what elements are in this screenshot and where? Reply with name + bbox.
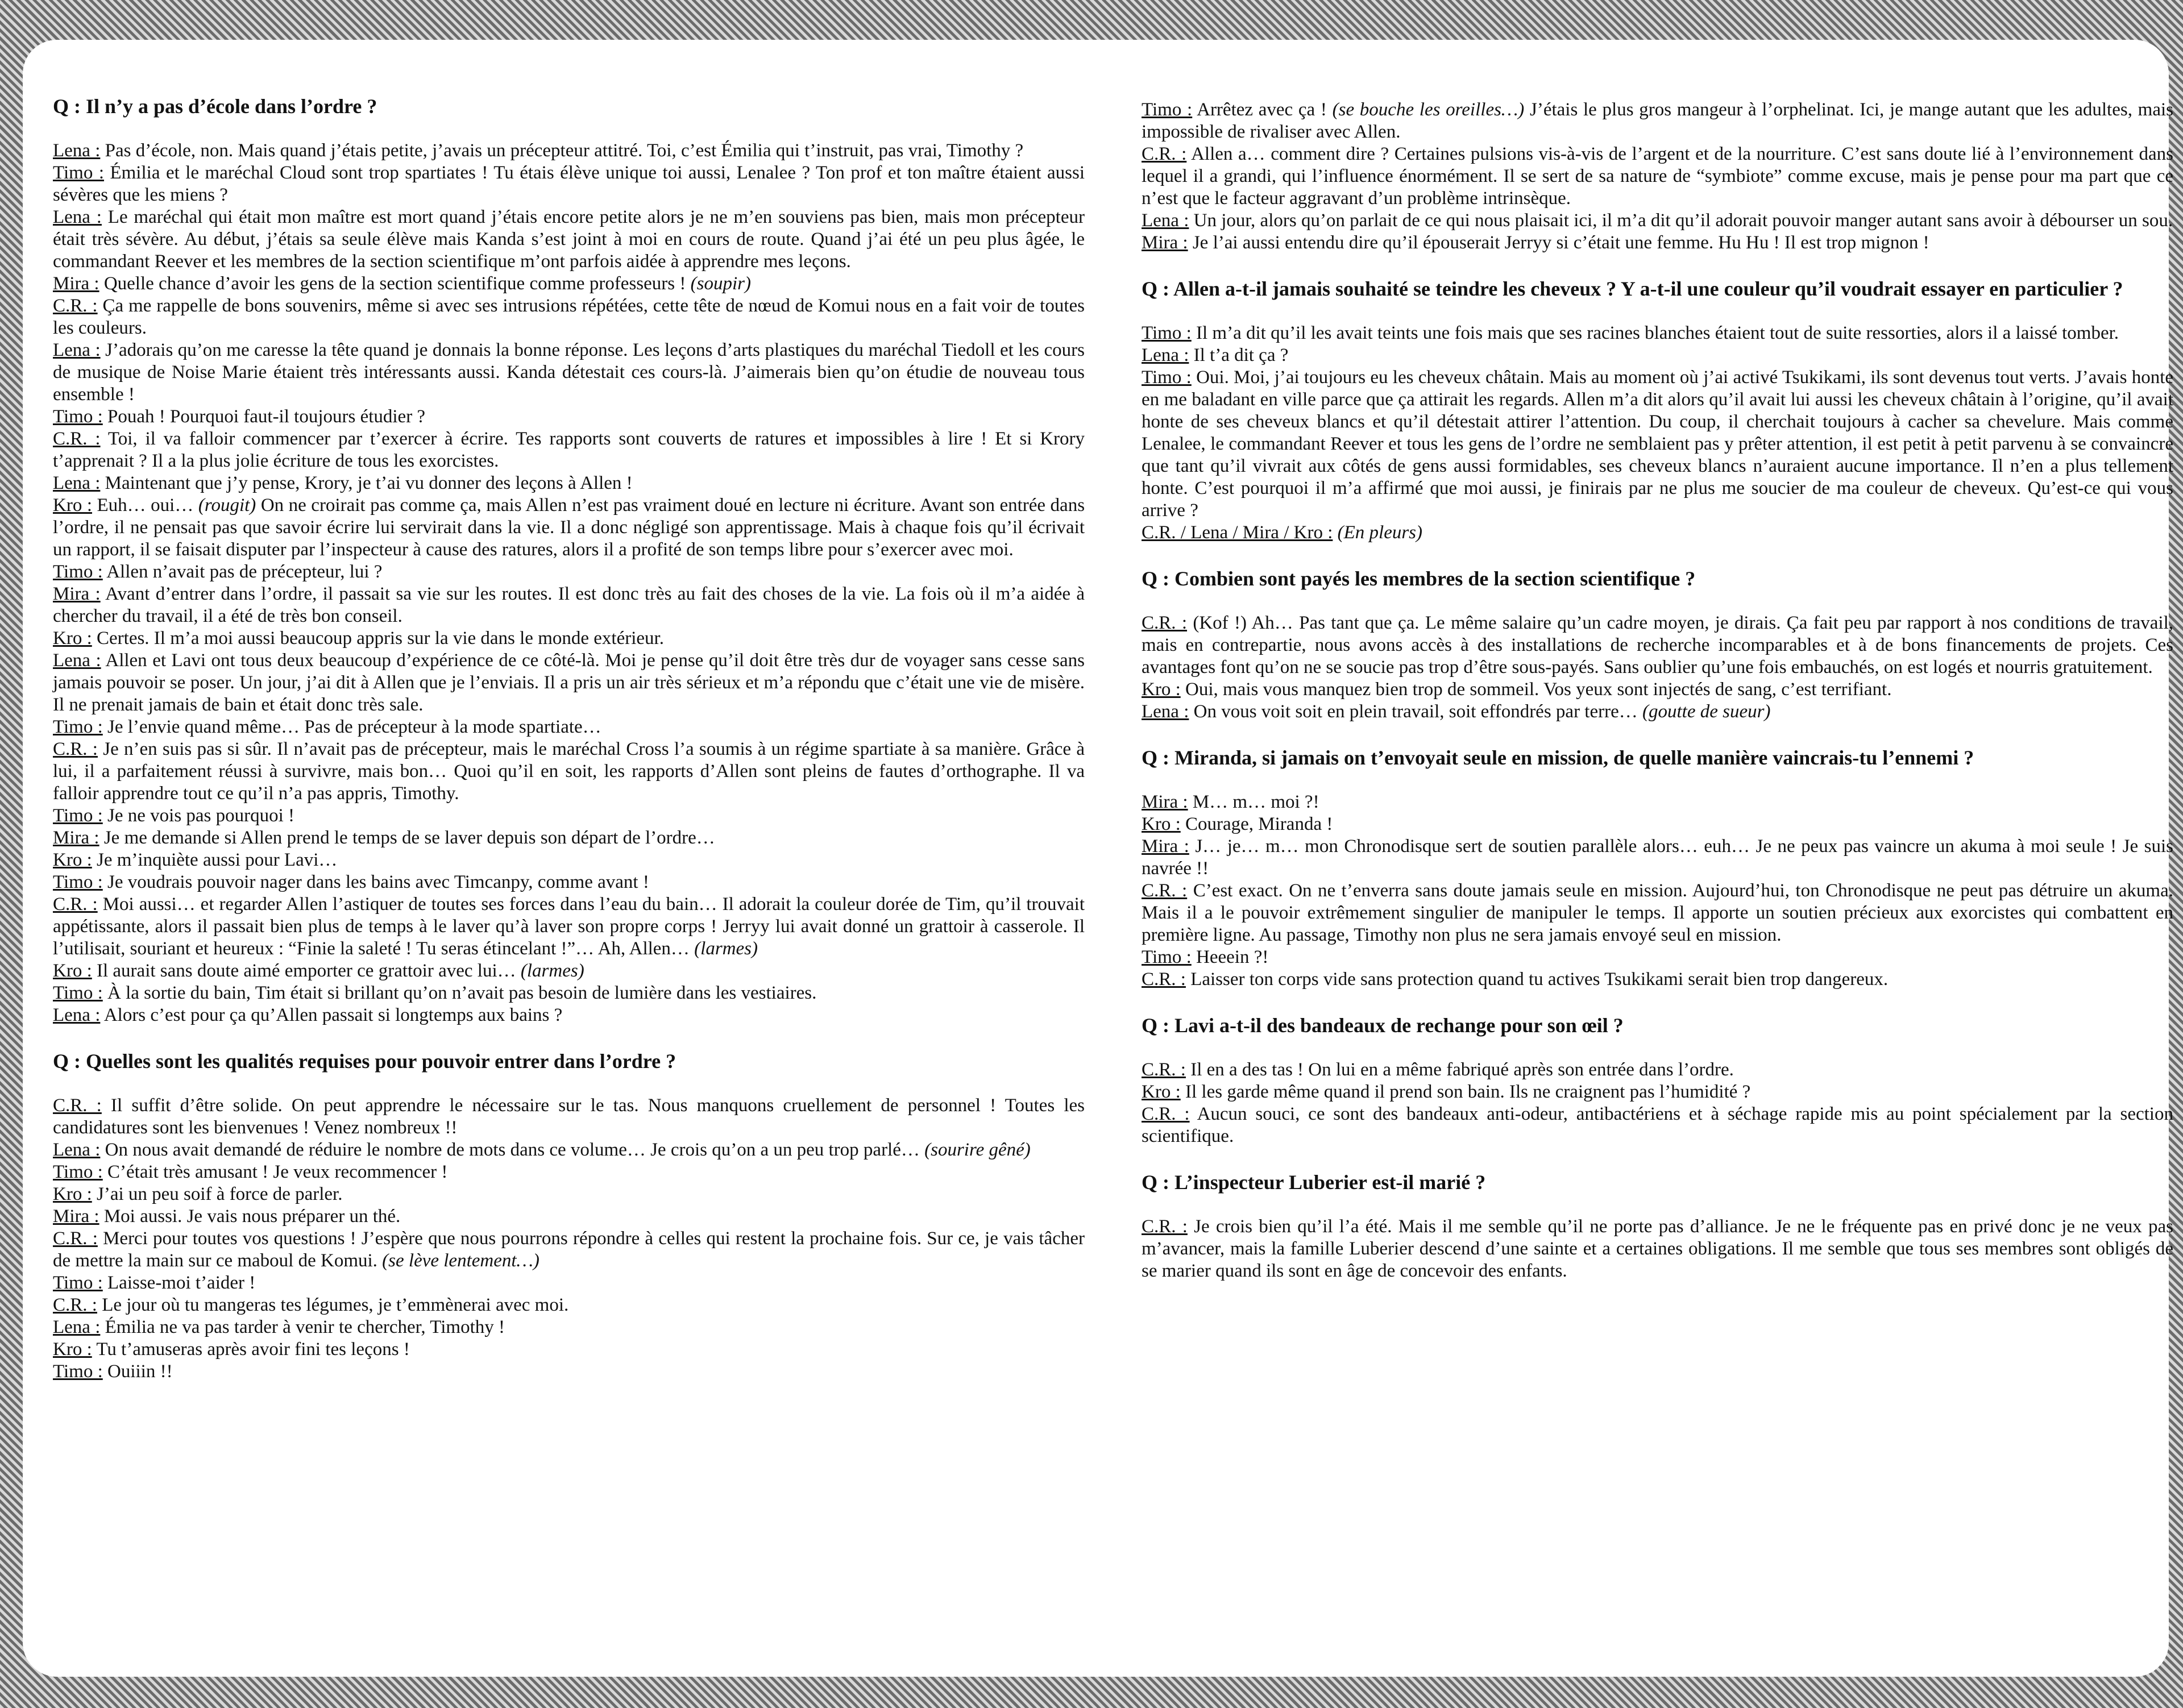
dialogue-text: Je n’en suis pas si sûr. Il n’avait pas de précepteur, mais le maréchal Cross l’a soumis à un régime spartiate à sa manière. Grâce à lui, il a parfaitement réussi à survivre, mais bon… Quoi qu’il en soit, les rapports d’Allen sont pleins de fautes d’orthographe. Il va falloir apprendre tout ce qu’il n’a pas appris, Timothy. [53,739,1085,804]
dialogue-line [1142,880,2173,946]
speaker-name: Kro : [1142,679,1181,700]
speaker-name: Mira : [1142,836,1189,857]
dialogue-line [53,1339,1085,1361]
speaker-name: Mira : [1142,792,1188,812]
speaker-name: Mira : [53,1206,99,1227]
question-heading: Q : Il n’y a pas d’école dans l’ordre ? [53,95,377,118]
dialogue-text: Allen et Lavi ont tous deux beaucoup d’expérience de ce côté-là. Moi je pense qu’il doit être très dur de voyager sans cesse sans jamais pouvoir se poser. Un jour, j’ai dit à Allen que je l’enviais. Il a pris un air très sérieux et m’a répondu que c’était une vie de misère. Il ne prenait jamais de bain et était donc très sale. [53,650,1085,715]
dialogue-text: Il t’a dit ça ? [1193,345,1289,365]
speaker-name: C.R. : [1142,1216,1188,1237]
dialogue-text: Merci pour toutes vos questions ! J’espère que nous pourrons répondre à celles qui restent la prochaine fois. Sur ce, je vais tâcher de mettre la main sur ce maboul de Komui. [53,1228,1085,1271]
question-heading: Q : Lavi a-t-il des bandeaux de rechange pour son œil ? [1142,1014,1624,1037]
question-heading: Q : Miranda, si jamais on t’envoyait seule en mission, de quelle manière vaincrais-tu l’ennemi ? [1142,746,1974,769]
speaker-name: Timo : [1142,99,1193,120]
dialogue-line [53,738,1085,805]
dialogue-text: Allen a… comment dire ? Certaines pulsions vis-à-vis de l’argent et de la nourriture. C’est sans doute lié à l’environnement dans lequel il a grandi, qui l’influence énormément. Il se sert de sa nature de “symbiote” comme excuse, mais je pense pour ma part que ce n’est que le facteur aggravant d’un problème intrinsèque. [1142,144,2173,209]
dialogue-line [1142,367,2173,522]
dialogue-line [53,716,1085,738]
speaker-name: Kro : [1142,814,1181,834]
stage-direction: (se lève lentement…) [382,1250,539,1271]
dialogue-line [1142,701,2173,723]
speaker-name: Lena : [53,650,101,671]
speaker-name: Timo : [53,406,103,427]
speaker-name: Timo : [53,1361,103,1382]
speaker-name: Kro : [53,495,92,516]
stage-direction: (larmes) [520,961,584,981]
dialogue-line [1142,813,2173,836]
dialogue-line [53,1316,1085,1339]
dialogue-line [53,140,1085,162]
dialogue-line [1142,969,2173,991]
dialogue-line [53,428,1085,472]
speaker-name: Lena : [53,1140,101,1160]
dialogue-text: Oui, mais vous manquez bien trop de sommeil. Vos yeux sont injectés de sang, c’est terrifiant. [1185,679,1892,700]
dialogue-text: On nous avait demandé de réduire le nombre de mots dans ce volume… Je crois qu’on a un peu trop parlé… [105,1140,920,1160]
dialogue-line [53,849,1085,871]
speaker-name: Timo : [53,1162,103,1182]
stage-direction: (rougit) [198,495,256,516]
dialogue-text: Pouah ! Pourquoi faut-il toujours étudier ? [107,406,426,427]
speaker-name: Kro : [53,850,92,870]
dialogue-line [53,650,1085,716]
dialogue-line [1142,99,2173,143]
dialogue-line [1142,836,2173,880]
dialogue-text: Il suffit d’être solide. On peut apprendre le nécessaire sur le tas. Nous manquons cruellement de personnel ! Toutes les candidatures sont les bienvenues ! Venez nombreux !! [53,1095,1085,1138]
speaker-name: Lena : [1142,345,1189,365]
dialogue-text: Je voudrais pouvoir nager dans les bains avec Timcanpy, comme avant ! [107,872,649,892]
speaker-name: C.R. : [1142,1104,1190,1124]
dialogue-text: Il m’a dit qu’il les avait teints une fois mais que ses racines blanches étaient tout de suite ressorties, alors il a laissé tomber. [1196,323,2119,343]
dialogue-text: Maintenant que j’y pense, Krory, je t’ai vu donner des leçons à Allen ! [105,473,633,493]
speaker-name: Timo : [1142,323,1192,343]
dialogue-line [53,494,1085,561]
dialogue-line [1142,1216,2173,1282]
dialogue-text: Je m’inquiète aussi pour Lavi… [97,850,338,870]
dialogue-line [53,1228,1085,1272]
dialogue-line [53,406,1085,428]
dialogue-text: Allen n’avait pas de précepteur, lui ? [106,562,383,582]
dialogue-line [53,960,1085,982]
dialogue-text: Un jour, alors qu’on parlait de ce qui nous plaisait ici, il m’a dit qu’il adorait pouvoir manger autant sans avoir à débourser un sou. [1193,210,2173,231]
dialogue-line [53,1004,1085,1027]
dialogue-line [53,339,1085,406]
dialogue-text: Heeein ?! [1196,947,1269,967]
speaker-name: Timo : [53,717,103,737]
speaker-name: C.R. : [53,894,98,915]
dialogue-line [53,1272,1085,1294]
dialogue-line [53,871,1085,894]
dialogue-line [53,805,1085,827]
speaker-name: Mira : [53,584,101,604]
speaker-name: Timo : [53,163,104,183]
dialogue-line [53,295,1085,339]
dialogue-text: Certes. Il m’a moi aussi beaucoup appris sur la vie dans le monde extérieur. [97,628,664,649]
dialogue-line [53,894,1085,960]
dialogue-line [1142,232,2173,254]
dialogue-line [53,1294,1085,1316]
dialogue-line [53,1361,1085,1383]
page-sheet [23,40,2174,1677]
dialogue-text: J’ai un peu soif à force de parler. [97,1184,343,1204]
question-heading: Q : Combien sont payés les membres de la section scientifique ? [1142,567,1696,590]
dialogue-line [1142,946,2173,969]
speaker-name: C.R. : [1142,880,1188,901]
dialogue-line [1142,143,2173,210]
dialogue-text: C’était très amusant ! Je veux recommencer ! [107,1162,448,1182]
dialogue-text: Tu t’amuseras après avoir fini tes leçons ! [96,1339,410,1360]
speaker-name: C.R. : [53,429,101,449]
dialogue-text: C’est exact. On ne t’enverra sans doute jamais seule en mission. Aujourd’hui, ton Chronodisque ne peut pas détruire un akuma. Mais il a le pouvoir extrêmement singulier de manipuler le temps. Il apporte un soutien précieux aux exorcistes qui combattent en première ligne. Au passage, Timothy non plus ne sera jamais envoyé seul en mission. [1142,880,2173,945]
dialogue-text: Émilia et le maréchal Cloud sont trop spartiates ! Tu étais élève unique toi aussi, Lenalee ? Ton prof et ton maître étaient aussi sévères que les miens ? [53,163,1085,205]
speaker-name: Timo : [53,562,103,582]
dialogue-text: Moi aussi. Je vais nous préparer un thé. [103,1206,401,1227]
speaker-name: Kro : [53,961,92,981]
stage-direction: (larmes) [694,938,758,959]
dialogue-text: (Kof !) Ah… Pas tant que ça. Le même salaire qu’un cadre moyen, je dirais. Ça fait peu par rapport à nos conditions de travail, mais en contrepartie, nous avons accès à des installations de recherche incomparables et à de bons financements de projets. Ces avantages font qu’on ne se soucie pas trop d’être sous-payés. Sans oublier qu’une fois embauchés, on est logés et nourris gratuitement. [1142,613,2174,678]
speaker-name: C.R. : [53,1095,102,1116]
left-column [53,94,1085,1383]
dialogue-text: Avant d’entrer dans l’ordre, il passait sa vie sur les routes. Il est donc très au fait des choses de la vie. La fois où il m’a aidée à chercher du travail, il a été de très bon conseil. [53,584,1085,626]
dialogue-text: Il aurait sans doute aimé emporter ce grattoir avec lui… [97,961,516,981]
speaker-name: Lena : [1142,701,1189,722]
dialogue-line [53,1206,1085,1228]
stage-direction: (sourire gêné) [924,1140,1031,1160]
speaker-name: Timo : [1142,367,1192,388]
dialogue-line [53,273,1085,295]
dialogue-text: Alors c’est pour ça qu’Allen passait si longtemps aux bains ? [103,1005,563,1025]
dialogue-line [1142,522,2173,544]
stage-direction: (En pleurs) [1337,522,1423,543]
dialogue-text: Il en a des tas ! On lui en a même fabriqué après son entrée dans l’ordre. [1190,1059,1734,1080]
dialogue-text: Laisser ton corps vide sans protection quand tu actives Tsukikami serait bien trop dangereux. [1190,969,1889,990]
speaker-name: Kro : [53,1339,92,1360]
speaker-name: Timo : [53,805,103,826]
dialogue-text: Émilia ne va pas tarder à venir te chercher, Timothy ! [105,1317,505,1337]
dialogue-text: Courage, Miranda ! [1185,814,1333,834]
speaker-name: Lena : [1142,210,1189,231]
stage-direction: (goutte de sueur) [1642,701,1771,722]
speaker-name: Lena : [53,340,101,360]
dialogue-line [53,1095,1085,1139]
dialogue-text: Laisse-moi t’aider ! [107,1273,256,1293]
speaker-name: C.R. : [53,1228,98,1249]
dialogue-line [53,1161,1085,1183]
speaker-name: C.R. : [53,296,98,316]
dialogue-line [53,162,1085,206]
question-heading: Q : Allen a-t-il jamais souhaité se teindre les cheveux ? Y a-t-il une couleur qu’il voudrait essayer en particulier ? [1142,277,2123,300]
dialogue-line [53,561,1085,583]
dialogue-text-continued: On ne croirait pas comme ça, mais Allen n’est pas vraiment doué en lecture ni écriture. Avant son entrée dans l’ordre, il ne pensait pas que savoir écrire lui servirait dans la vie. Il a donc négligé son apprentissage. Mais à chaque fois qu’il écrivait un rapport, il se faisait disputer par l’inspecteur à cause des ratures, alors il a profité de son temps libre pour s’exercer avec moi. [53,495,1085,560]
dialogue-text: Je me demande si Allen prend le temps de se laver depuis son départ de l’ordre… [103,828,715,848]
speaker-name: C.R. : [1142,969,1186,990]
dialogue-text: Je l’envie quand même… Pas de précepteur à la mode spartiate… [107,717,601,737]
speaker-name: Lena : [53,473,101,493]
dialogue-text: M… m… moi ?! [1192,792,1319,812]
speaker-name: Mira : [53,273,99,294]
stage-direction: (se bouche les oreilles…) [1332,99,1525,120]
dialogue-text: Pas d’école, non. Mais quand j’étais petite, j’avais un précepteur attitré. Toi, c’est Émilia qui t’instruit, pas vrai, Timothy ? [105,140,1024,161]
speaker-name: Timo : [53,983,103,1003]
dialogue-line [53,982,1085,1004]
dialogue-text: Ouiiin !! [107,1361,173,1382]
dialogue-line [1142,210,2173,232]
speaker-name: Timo : [53,1273,103,1293]
question-heading: Q : L’inspecteur Luberier est-il marié ? [1142,1171,1486,1194]
dialogue-text: À la sortie du bain, Tim était si brillant qu’on n’avait pas besoin de lumière dans les vestiaires. [107,983,817,1003]
speaker-name: Timo : [53,872,103,892]
dialogue-line [1142,1081,2173,1103]
dialogue-line [1142,791,2173,813]
dialogue-text: Quelle chance d’avoir les gens de la section scientifique comme professeurs ! [103,273,686,294]
speaker-name: C.R. : [1142,144,1187,164]
speaker-name: C.R. : [53,1295,97,1315]
speaker-name: C.R. : [1142,613,1188,633]
question-heading: Q : Quelles sont les qualités requises pour pouvoir entrer dans l’ordre ? [53,1050,677,1073]
dialogue-line [53,583,1085,627]
speaker-name: C.R. : [1142,1059,1186,1080]
speaker-name: Mira : [1142,232,1188,253]
speaker-name: Kro : [53,628,92,649]
dialogue-text: Le jour où tu mangeras tes légumes, je t’emmènerai avec moi. [102,1295,569,1315]
right-column [1142,99,2173,1282]
dialogue-line [1142,679,2173,701]
speaker-name: Kro : [1142,1082,1181,1102]
dialogue-text: Moi aussi… et regarder Allen l’astiquer de toutes ses forces dans l’eau du bain… Il adorait la couleur dorée de Tim, qu’il trouvait appétissante, alors il passait bien plus de temps à le laver qu’à laver son propre corps ! Jerryy lui avait donné un grattoir à casserole. Il l’utilisait, souriant et heureux : “Finie la saleté ! Tu seras étincelant !”… Ah, Allen… [53,894,1085,959]
dialogue-line [53,206,1085,273]
dialogue-text: J… je… m… mon Chronodisque sert de soutien parallèle alors… euh… Je ne peux pas vaincre un akuma à moi seule ! Je suis navrée !! [1142,836,2174,879]
dialogue-text-continued: J’étais le plus gros mangeur à l’orphelinat. Ici, je mange autant que les adultes, mais impossible de rivaliser avec Allen. [1142,99,2173,142]
dialogue-line [53,1183,1085,1206]
dialogue-line [53,827,1085,849]
dialogue-line [1142,1059,2173,1081]
dialogue-text: Arrêtez avec ça ! [1197,99,1327,120]
speaker-name: Timo : [1142,947,1192,967]
speaker-name: Lena : [53,140,101,161]
speaker-name: Lena : [53,207,102,227]
dialogue-text: Je ne vois pas pourquoi ! [107,805,295,826]
stage-direction: (soupir) [690,273,751,294]
dialogue-text: Je crois bien qu’il l’a été. Mais il me semble qu’il ne porte pas d’alliance. Je ne le fréquente pas en privé donc je ne veux pas m’avancer, mais la famille Luberier descend d’une sainte et a certaines obligations. Il me semble que tous ses membres sont obligés de se marier quand ils sont en âge de concevoir des enfants. [1142,1216,2173,1281]
dialogue-text: On vous voit soit en plein travail, soit effondrés par terre… [1193,701,1638,722]
dialogue-line [1142,612,2173,679]
speaker-name: Kro : [53,1184,92,1204]
speaker-name: Lena : [53,1317,101,1337]
dialogue-text: Aucun souci, ce sont des bandeaux anti-odeur, antibactériens et à séchage rapide mis au point spécialement par la section scientifique. [1142,1104,2173,1146]
dialogue-line [1142,322,2173,344]
dialogue-text: Je l’ai aussi entendu dire qu’il épouserait Jerryy si c’était une femme. Hu Hu ! Il est trop mignon ! [1192,232,1929,253]
speaker-name: Mira : [53,828,99,848]
dialogue-text: J’adorais qu’on me caresse la tête quand je donnais la bonne réponse. Les leçons d’arts plastiques du maréchal Tiedoll et les cours de musique de Noise Marie étaient très intéressants aussi. Kanda détestait ces cours-là. J’aimerais bien qu’on étudie de nouveau tous ensemble ! [53,340,1085,405]
speaker-name: Lena : [53,1005,101,1025]
dialogue-text: Euh… oui… [97,495,194,516]
dialogue-text: Il les garde même quand il prend son bain. Ils ne craignent pas l’humidité ? [1185,1082,1751,1102]
dialogue-text: Le maréchal qui était mon maître est mort quand j’étais encore petite alors je ne m’en souviens pas bien, mais mon précepteur était très sévère. Au début, j’étais sa seule élève mais Kanda s’est joint à moi en cours de route. Quand j’ai été un peu plus âgée, le commandant Reever et les membres de la section scientifique m’ont parfois aidée à apprendre mes leçons. [53,207,1085,272]
dialogue-text: Oui. Moi, j’ai toujours eu les cheveux châtain. Mais au moment où j’ai activé Tsukikami, ils sont devenus tout verts. J’avais honte en me baladant en ville parce que ça attirait les regards. Allen m’a dit alors qu’il avait lui aussi les cheveux châtain à l’origine, qu’il avait honte de ses cheveux blancs et qu’il détestait attirer l’attention. Du coup, il cherchait toujours à cacher sa chevelure. Mais comme Lenalee, le commandant Reever et tous les gens de l’ordre ne semblaient pas y prêter attention, il est petit à petit parvenu à se convaincre que tant qu’il vivrait aux côtés de gens aussi formidables, ses cheveux blancs n’auraient aucune importance. Il n’en a plus tellement honte. C’est pourquoi il m’a affirmé que moi aussi, je finirais par ne plus me soucier de ma couleur de cheveux. Qu’est-ce qui vous arrive ? [1142,367,2174,521]
dialogue-line [53,1139,1085,1161]
dialogue-line [53,627,1085,650]
dialogue-line [1142,344,2173,367]
speaker-name: C.R. / Lena / Mira / Kro : [1142,522,1333,543]
dialogue-line [1142,1103,2173,1148]
dialogue-line [53,472,1085,494]
speaker-name: C.R. : [53,739,98,759]
dialogue-text: Ça me rappelle de bons souvenirs, même si avec ses intrusions répétées, cette tête de nœud de Komui nous en a fait voir de toutes les couleurs. [53,296,1085,338]
dialogue-text: Toi, il va falloir commencer par t’exercer à écrire. Tes rapports sont couverts de ratures et impossibles à lire ! Et si Krory t’apprenait ? Il a la plus jolie écriture de tous les exorcistes. [53,429,1085,471]
